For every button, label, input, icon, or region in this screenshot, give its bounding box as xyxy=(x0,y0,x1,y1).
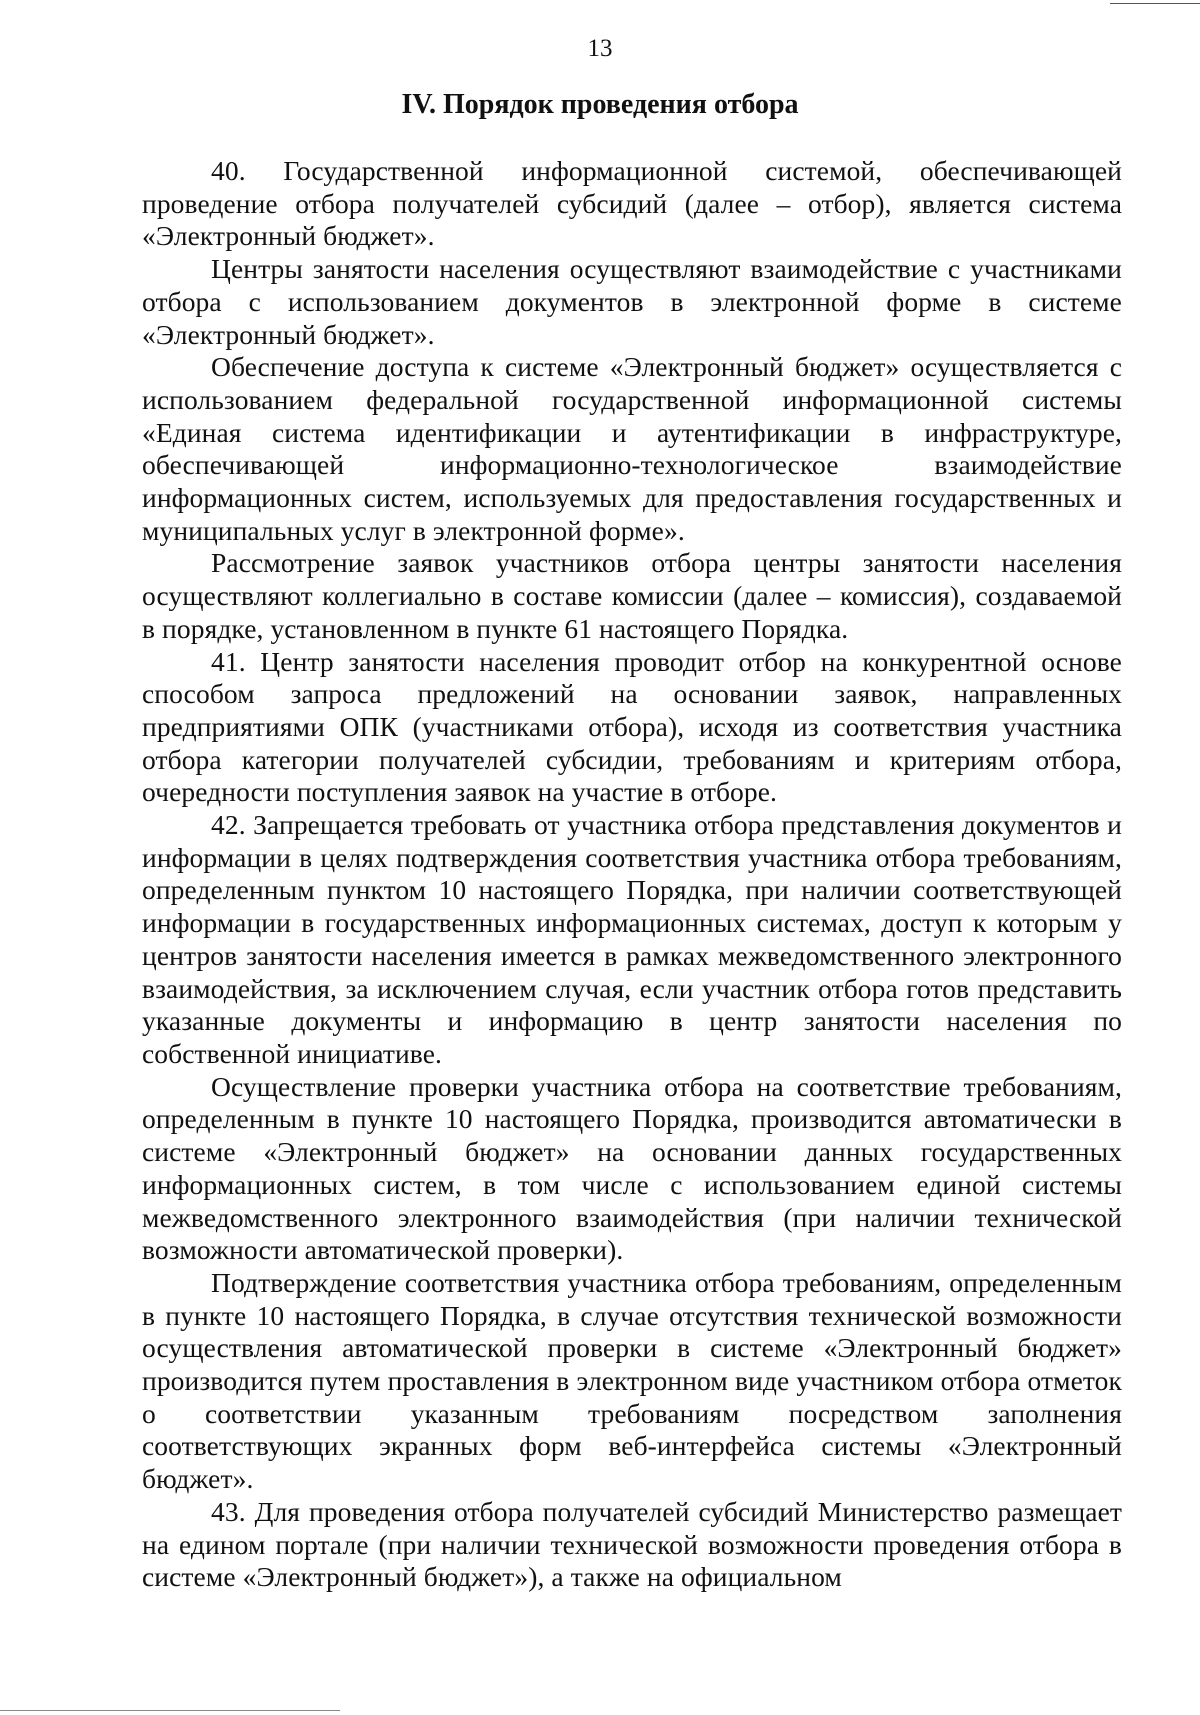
document-body xyxy=(142,155,1122,1594)
paragraph-automatic-check: Осуществление проверки участника отбора на соответствие требованиям, определенным в пункте 10 настоящего Порядка, производится автоматически в системе «Электронный бюджет» на основании данных государственных информационных систем, в том числе с использованием единой системы межведомственного электронного взаимодействия (при наличии технической возможности автоматической проверки). xyxy=(142,1070,1122,1266)
paragraph-43: 43. Для проведения отбора получателей субсидий Министерство размещает на едином портале (при наличии технической возможности проведения отбора в системе «Электронный бюджет»), а также на официальном xyxy=(142,1495,1122,1593)
paragraph-employment-centers: Центры занятости населения осуществляют взаимодействие с участниками отбора с использованием документов в электронной форме в системе «Электронный бюджет». xyxy=(142,253,1122,350)
section-title: IV. Порядок проведения отбора xyxy=(401,89,799,120)
paragraph-confirmation: Подтверждение соответствия участника отбора требованиям, определенным в пункте 10 настоящего Порядка, в случае отсутствия технической возможности осуществления автоматической проверки в системе «Электронный бюджет» производится путем проставления в электронном виде участником отбора отметок о соответствии указанным требованиям посредством заполнения соответствующих экранных форм веб-интерфейса системы «Электронный бюджет». xyxy=(142,1266,1122,1495)
paragraph-commission: Рассмотрение заявок участников отбора центры занятости населения осуществляют коллегиально в составе комиссии (далее – комиссия), создаваемой в порядке, установленном в пункте 61 настоящего Порядка. xyxy=(142,547,1122,644)
scan-edge-line xyxy=(1110,3,1200,4)
paragraph-42: 42. Запрещается требовать от участника отбора представления документов и информации в целях подтверждения соответствия участника отбора требованиям, определенным пунктом 10 настоящего Порядка, при наличии соответствующей информации в государственных информационных системах, доступ к которым у центров занятости населения имеется в рамках межведомственного электронного взаимодействия, за исключением случая, если участник отбора готов представить указанные документы и информацию в центр занятости населения по собственной инициативе. xyxy=(142,809,1122,1069)
page-number: 13 xyxy=(587,35,613,62)
scan-edge-line xyxy=(0,1710,340,1711)
paragraph-41: 41. Центр занятости населения проводит отбор на конкурентной основе способом запроса предложений на основании заявок, направленных предприятиями ОПК (участниками отбора), исходя из соответствия участника отбора категории получателей субсидии, требованиям и критериям отбора, очередности поступления заявок на участие в отборе. xyxy=(142,645,1122,808)
paragraph-40: 40. Государственной информационной системой, обеспечивающей проведение отбора получателей субсидий (далее – отбор), является система «Электронный бюджет». xyxy=(142,155,1122,252)
paragraph-system-access: Обеспечение доступа к системе «Электронный бюджет» осуществляется с использованием федеральной государственной информационной системы «Единая система идентификации и аутентификации в инфраструктуре, обеспечивающей информационно-технологическое взаимодействие информационных систем, используемых для предоставления государственных и муниципальных услуг в электронной форме». xyxy=(142,351,1122,546)
